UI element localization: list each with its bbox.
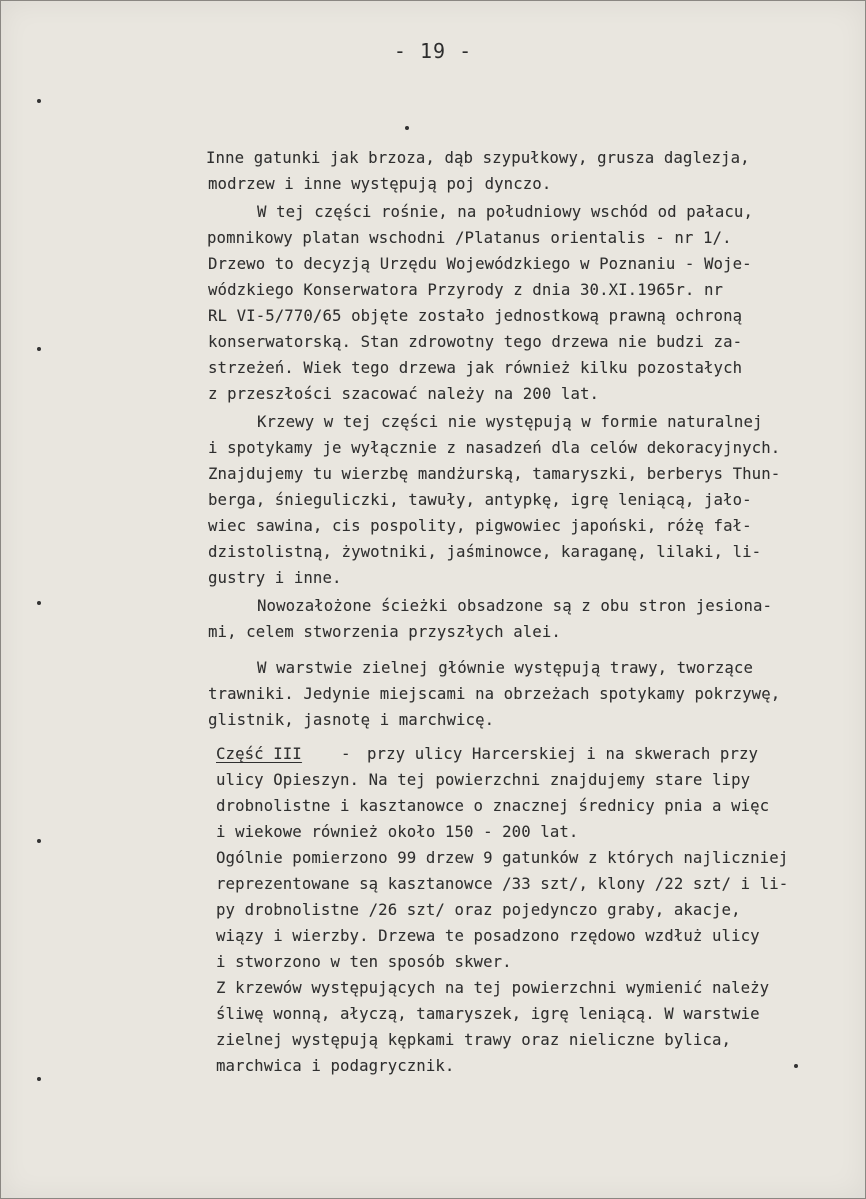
page-number: - 19 - [393, 39, 473, 63]
punch-mark [37, 347, 41, 351]
text-line: Znajdujemy tu wierzbę mandżurską, tamaryszki, berberys Thun- [208, 465, 781, 483]
text-line: i spotykamy je wyłącznie z nasadzeń dla celów dekoracyjnych. [208, 439, 781, 457]
text-line: wódzkiego Konserwatora Przyrody z dnia 30.XI.1965r. nr [208, 281, 724, 299]
text-line: W tej części rośnie, na południowy wschód od pałacu, [257, 203, 753, 221]
text-line: przy ulicy Harcerskiej i na skwerach przy [367, 745, 759, 763]
text-line: dzistolistną, żywotniki, jaśminowce, karaganę, lilaki, li- [208, 543, 762, 561]
text-line: strzeżeń. Wiek tego drzewa jak również kilku pozostałych [208, 359, 743, 377]
text-line: Nowozałożone ścieżki obsadzone są z obu stron jesiona- [257, 597, 773, 615]
punch-mark [37, 839, 41, 843]
text-line: marchwica i podagrycznik. [216, 1057, 455, 1075]
section-dash: - [341, 745, 351, 763]
punch-mark [37, 99, 41, 103]
text-line: pomnikowy platan wschodni /Platanus orientalis - nr 1/. [207, 229, 732, 247]
text-line: konserwatorską. Stan zdrowotny tego drzewa nie budzi za- [208, 333, 743, 351]
punch-mark [37, 601, 41, 605]
text-line: trawniki. Jedynie miejscami na obrzeżach spotykamy pokrzywę, [208, 685, 781, 703]
text-line: zielnej występują kępkami trawy oraz nieliczne bylica, [216, 1031, 732, 1049]
text-line: i stworzono w ten sposób skwer. [216, 953, 512, 971]
text-line: z przeszłości szacować należy na 200 lat. [208, 385, 600, 403]
text-line: Ogólnie pomierzono 99 drzew 9 gatunków z których najliczniej [216, 849, 789, 867]
text-line: RL VI-5/770/65 objęte zostało jednostkową prawną ochroną [208, 307, 743, 325]
text-line: Inne gatunki jak brzoza, dąb szypułkowy, grusza daglezja, [206, 149, 750, 167]
text-line: modrzew i inne występują poj dynczo. [208, 175, 552, 193]
text-line: wiec sawina, cis pospolity, pigwowiec japoński, różę fał- [208, 517, 752, 535]
text-line: py drobnolistne /26 szt/ oraz pojedynczo graby, akacje, [216, 901, 741, 919]
text-line: mi, celem stworzenia przyszłych alei. [208, 623, 561, 641]
punch-mark [37, 1077, 41, 1081]
text-line: wiązy i wierzby. Drzewa te posadzono rzędowo wzdłuż ulicy [216, 927, 760, 945]
text-line: Krzewy w tej części nie występują w formie naturalnej [257, 413, 763, 431]
text-line: reprezentowane są kasztanowce /33 szt/, klony /22 szt/ i li- [216, 875, 789, 893]
text-line: i wiekowe również około 150 - 200 lat. [216, 823, 579, 841]
text-line: drobnolistne i kasztanowce o znacznej średnicy pnia a więc [216, 797, 770, 815]
speck-mark [794, 1064, 798, 1068]
section-heading: Część III [216, 745, 302, 763]
text-line: glistnik, jasnotę i marchwicę. [208, 711, 495, 729]
text-line: berga, śnieguliczki, tawuły, antypkę, igrę leniącą, jało- [208, 491, 752, 509]
speck-mark [405, 126, 409, 130]
text-line: gustry i inne. [208, 569, 342, 587]
text-line: śliwę wonną, ałyczą, tamaryszek, igrę leniącą. W warstwie [216, 1005, 760, 1023]
text-line: ulicy Opieszyn. Na tej powierzchni znajdujemy stare lipy [216, 771, 751, 789]
text-line: W warstwie zielnej głównie występują trawy, tworzące [257, 659, 753, 677]
text-line: Z krzewów występujących na tej powierzchni wymienić należy [216, 979, 770, 997]
text-line: Drzewo to decyzją Urzędu Wojewódzkiego w Poznaniu - Woje- [208, 255, 752, 273]
